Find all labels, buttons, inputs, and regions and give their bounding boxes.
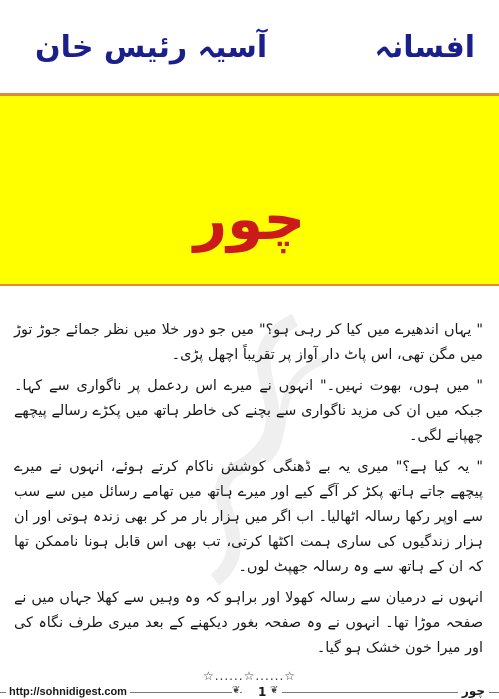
- story-title: چور: [193, 185, 306, 253]
- paragraph: " یہاں اندھیرے میں کیا کر رہی ہو؟" میں جو دور خلا میں نظر جمائے جوڑ توڑ میں مگن تھی، اس پاٹ دار آواز پر تقریباً اچھل پڑی۔: [14, 322, 483, 363]
- story-body: [14, 318, 483, 667]
- page-number: 1: [242, 685, 282, 699]
- banner-divider: [0, 284, 499, 286]
- header-band: [0, 0, 499, 95]
- section-separator: ☆......☆......☆: [202, 669, 297, 683]
- paragraph: انہوں نے درمیان سے رسالہ کھولا اور براہو کہ وہ وہیں سے کھلا جہاں میں نے صفحہ موڑا تھا۔ انہوں نے وہ صفحہ بغور دیکھنے کے بعد میری طرف نگاہ کی اور میرا خون خشک ہو گیا۔: [14, 590, 483, 656]
- ornament-right-icon: ❦: [270, 685, 279, 696]
- author-name: آسیہ رئیس خان: [35, 30, 268, 65]
- paragraph: " یہ کیا ہے؟" میری یہ بے ڈھنگی کوشش ناکام کرتے ہوئے، انہوں نے میرے پیچھے جاتے ہاتھ پکڑ کر آگے کیے اور میرے ہاتھ میں تھامے رسائل میں سے سب سے اوپر رکھا رسالہ اٹھالیا۔ اب اگر میں ہزار بار مر کر بھی زندہ ہوتی اور ان ہزار زندگیوں کی ساری ہمت اکٹھا کرتی، تب بھی اس قابل ہونا ناممکن تھا کہ ان کے ہاتھ سے وہ رسالہ جھپٹ لوں۔: [14, 459, 483, 575]
- website-link[interactable]: http://sohnidigest.com: [6, 686, 130, 698]
- paragraph: " میں ہوں، بھوت نہیں۔" انہوں نے میرے اس ردعمل پر ناگواری سے کہا۔ جبکہ میں ان کی مزید ناگواری سے بچنے کی خاطر ہاتھ میں پکڑے رسالے پیچھے چھپانے لگی۔: [14, 378, 483, 444]
- genre-label: افسانہ: [374, 30, 475, 65]
- page-footer: [0, 684, 499, 699]
- ornament-left-icon: ❦: [232, 685, 241, 696]
- footer-story-title: چور: [458, 684, 489, 698]
